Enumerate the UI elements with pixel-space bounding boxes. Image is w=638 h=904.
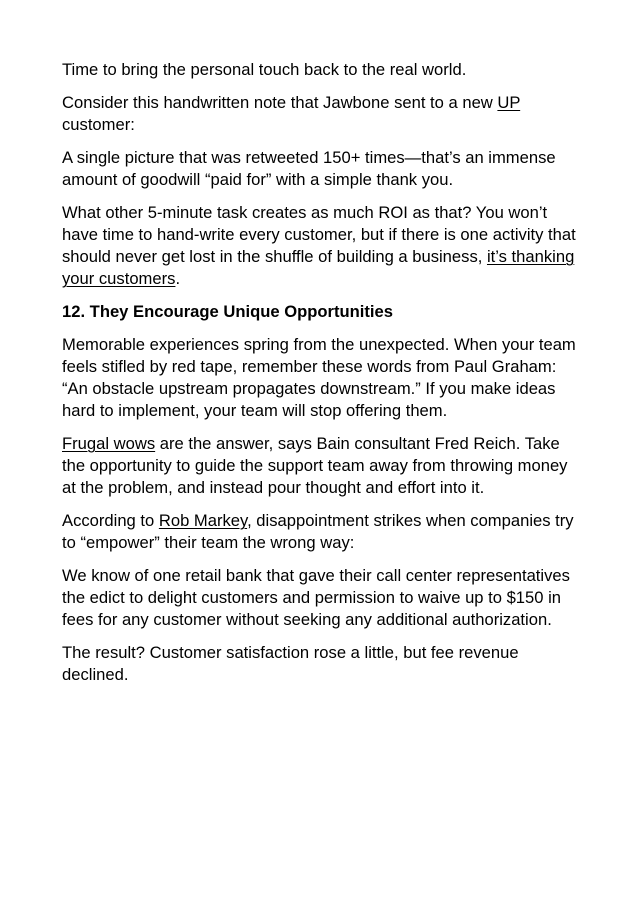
paragraph-rob-markey [62,510,582,554]
paragraph-text: According to [62,511,159,530]
paragraph-handwritten-note [62,92,582,136]
paragraph-intro: Time to bring the personal touch back to the real world. [62,60,467,79]
frugal-wows-link[interactable]: Frugal wows [62,434,156,453]
up-link[interactable]: UP [497,93,521,112]
paragraph-text: What other 5-minute task creates as much ROI as that? You won’t have time to hand-write every customer, but if there is one activity that should never get lost in the shuffle of building a business, [62,203,576,266]
paragraph-result: The result? Customer satisfaction rose a little, but fee revenue declined. [62,643,519,684]
paragraph-text: . [175,269,181,288]
paragraph-text: Consider this handwritten note that Jawbone sent to a new [62,93,498,112]
paragraph-retweeted: A single picture that was retweeted 150+ times—that’s an immense amount of goodwill “paid for” with a simple thank you. [62,148,556,189]
paragraph-roi [62,202,582,290]
thanking-customers-link[interactable]: it’s thanking your customers [62,247,575,288]
section-heading: 12. They Encourage Unique Opportunities [62,302,393,321]
paragraph-frugal-wows [62,433,582,499]
paragraph-memorable-experiences: Memorable experiences spring from the unexpected. When your team feels stifled by red tape, remember these words from Paul Graham: “An obstacle upstream propagates downstream.” If you make ideas hard to implement, your team will stop offering them. [62,335,576,420]
paragraph-text: customer: [62,115,135,134]
paragraph-text: , disappointment strikes when companies try to “empower” their team the wrong way: [62,511,574,552]
paragraph-retail-bank: We know of one retail bank that gave their call center representatives the edict to delight customers and permission to waive up to $150 in fees for any customer without seeking any additional authorization. [62,566,570,629]
paragraph-text: are the answer, says Bain consultant Fred Reich. Take the opportunity to guide the support team away from throwing money at the problem, and instead pour thought and effort into it. [62,434,568,497]
rob-markey-link[interactable]: Rob Markey [158,511,248,530]
document-page [62,59,582,697]
